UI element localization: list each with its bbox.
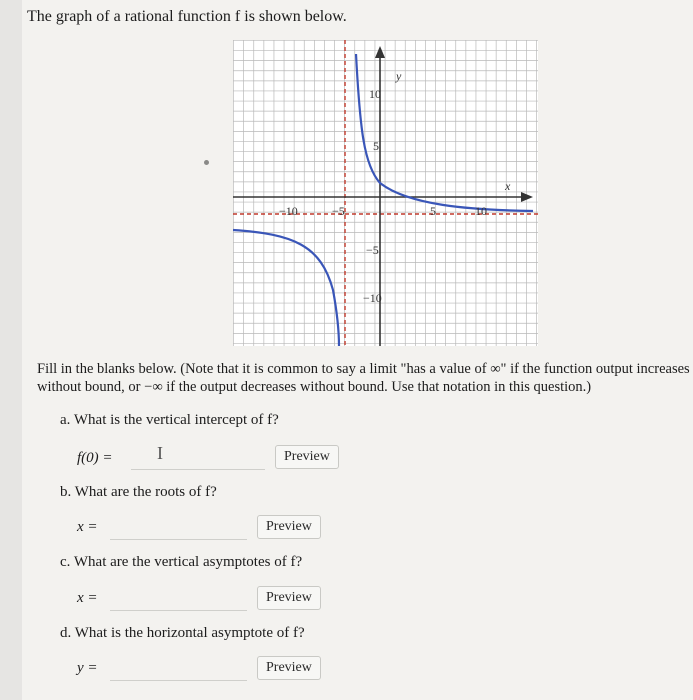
- tick-label-y-neg5: −5: [366, 243, 379, 257]
- tick-label-x-5: 5: [430, 204, 436, 218]
- y-axis-label: y: [396, 69, 402, 83]
- tick-label-y-5: 5: [373, 139, 379, 153]
- question-d-prompt: d. What is the horizontal asymptote of f?: [60, 625, 305, 641]
- horizontal-asymptote-input[interactable]: [110, 658, 247, 681]
- preview-button-d[interactable]: Preview: [257, 656, 321, 680]
- tick-label-x-10: 10: [475, 204, 487, 218]
- graph-background: [233, 40, 538, 346]
- x-axis-label: x: [505, 179, 511, 193]
- preview-button-a[interactable]: Preview: [275, 445, 339, 469]
- question-c-label: x =: [77, 590, 98, 606]
- tick-label-x-neg10: −10: [279, 204, 298, 218]
- question-d-label: y =: [77, 660, 98, 676]
- question-b-prompt: b. What are the roots of f?: [60, 484, 217, 500]
- page-title: The graph of a rational function f is shown below.: [27, 8, 347, 25]
- decorative-dot: [204, 160, 209, 165]
- vertical-asymptotes-input[interactable]: [110, 588, 247, 611]
- tick-label-y-neg10: −10: [363, 291, 382, 305]
- question-b-label: x =: [77, 519, 98, 535]
- instructions-body: Fill in the blanks below. (Note that it is common to say a limit "has a value of ∞" if the function output increases without bound, or −∞ if the output decreases without bound. Use that notation in this question.): [37, 361, 690, 395]
- preview-button-b[interactable]: Preview: [257, 515, 321, 539]
- roots-input[interactable]: [110, 517, 247, 540]
- question-c-prompt: c. What are the vertical asymptotes of f?: [60, 554, 303, 570]
- instructions-text: [37, 360, 692, 396]
- text-cursor-icon: I: [157, 443, 163, 463]
- rational-function-graph: [233, 40, 538, 346]
- tick-label-y-10: 10: [369, 87, 381, 101]
- preview-button-c[interactable]: Preview: [257, 586, 321, 610]
- tick-label-x-neg5: −5: [332, 204, 345, 218]
- question-a-prompt: a. What is the vertical intercept of f?: [60, 412, 279, 428]
- question-a-label: f(0) =: [77, 450, 113, 466]
- vertical-intercept-input[interactable]: [131, 447, 265, 470]
